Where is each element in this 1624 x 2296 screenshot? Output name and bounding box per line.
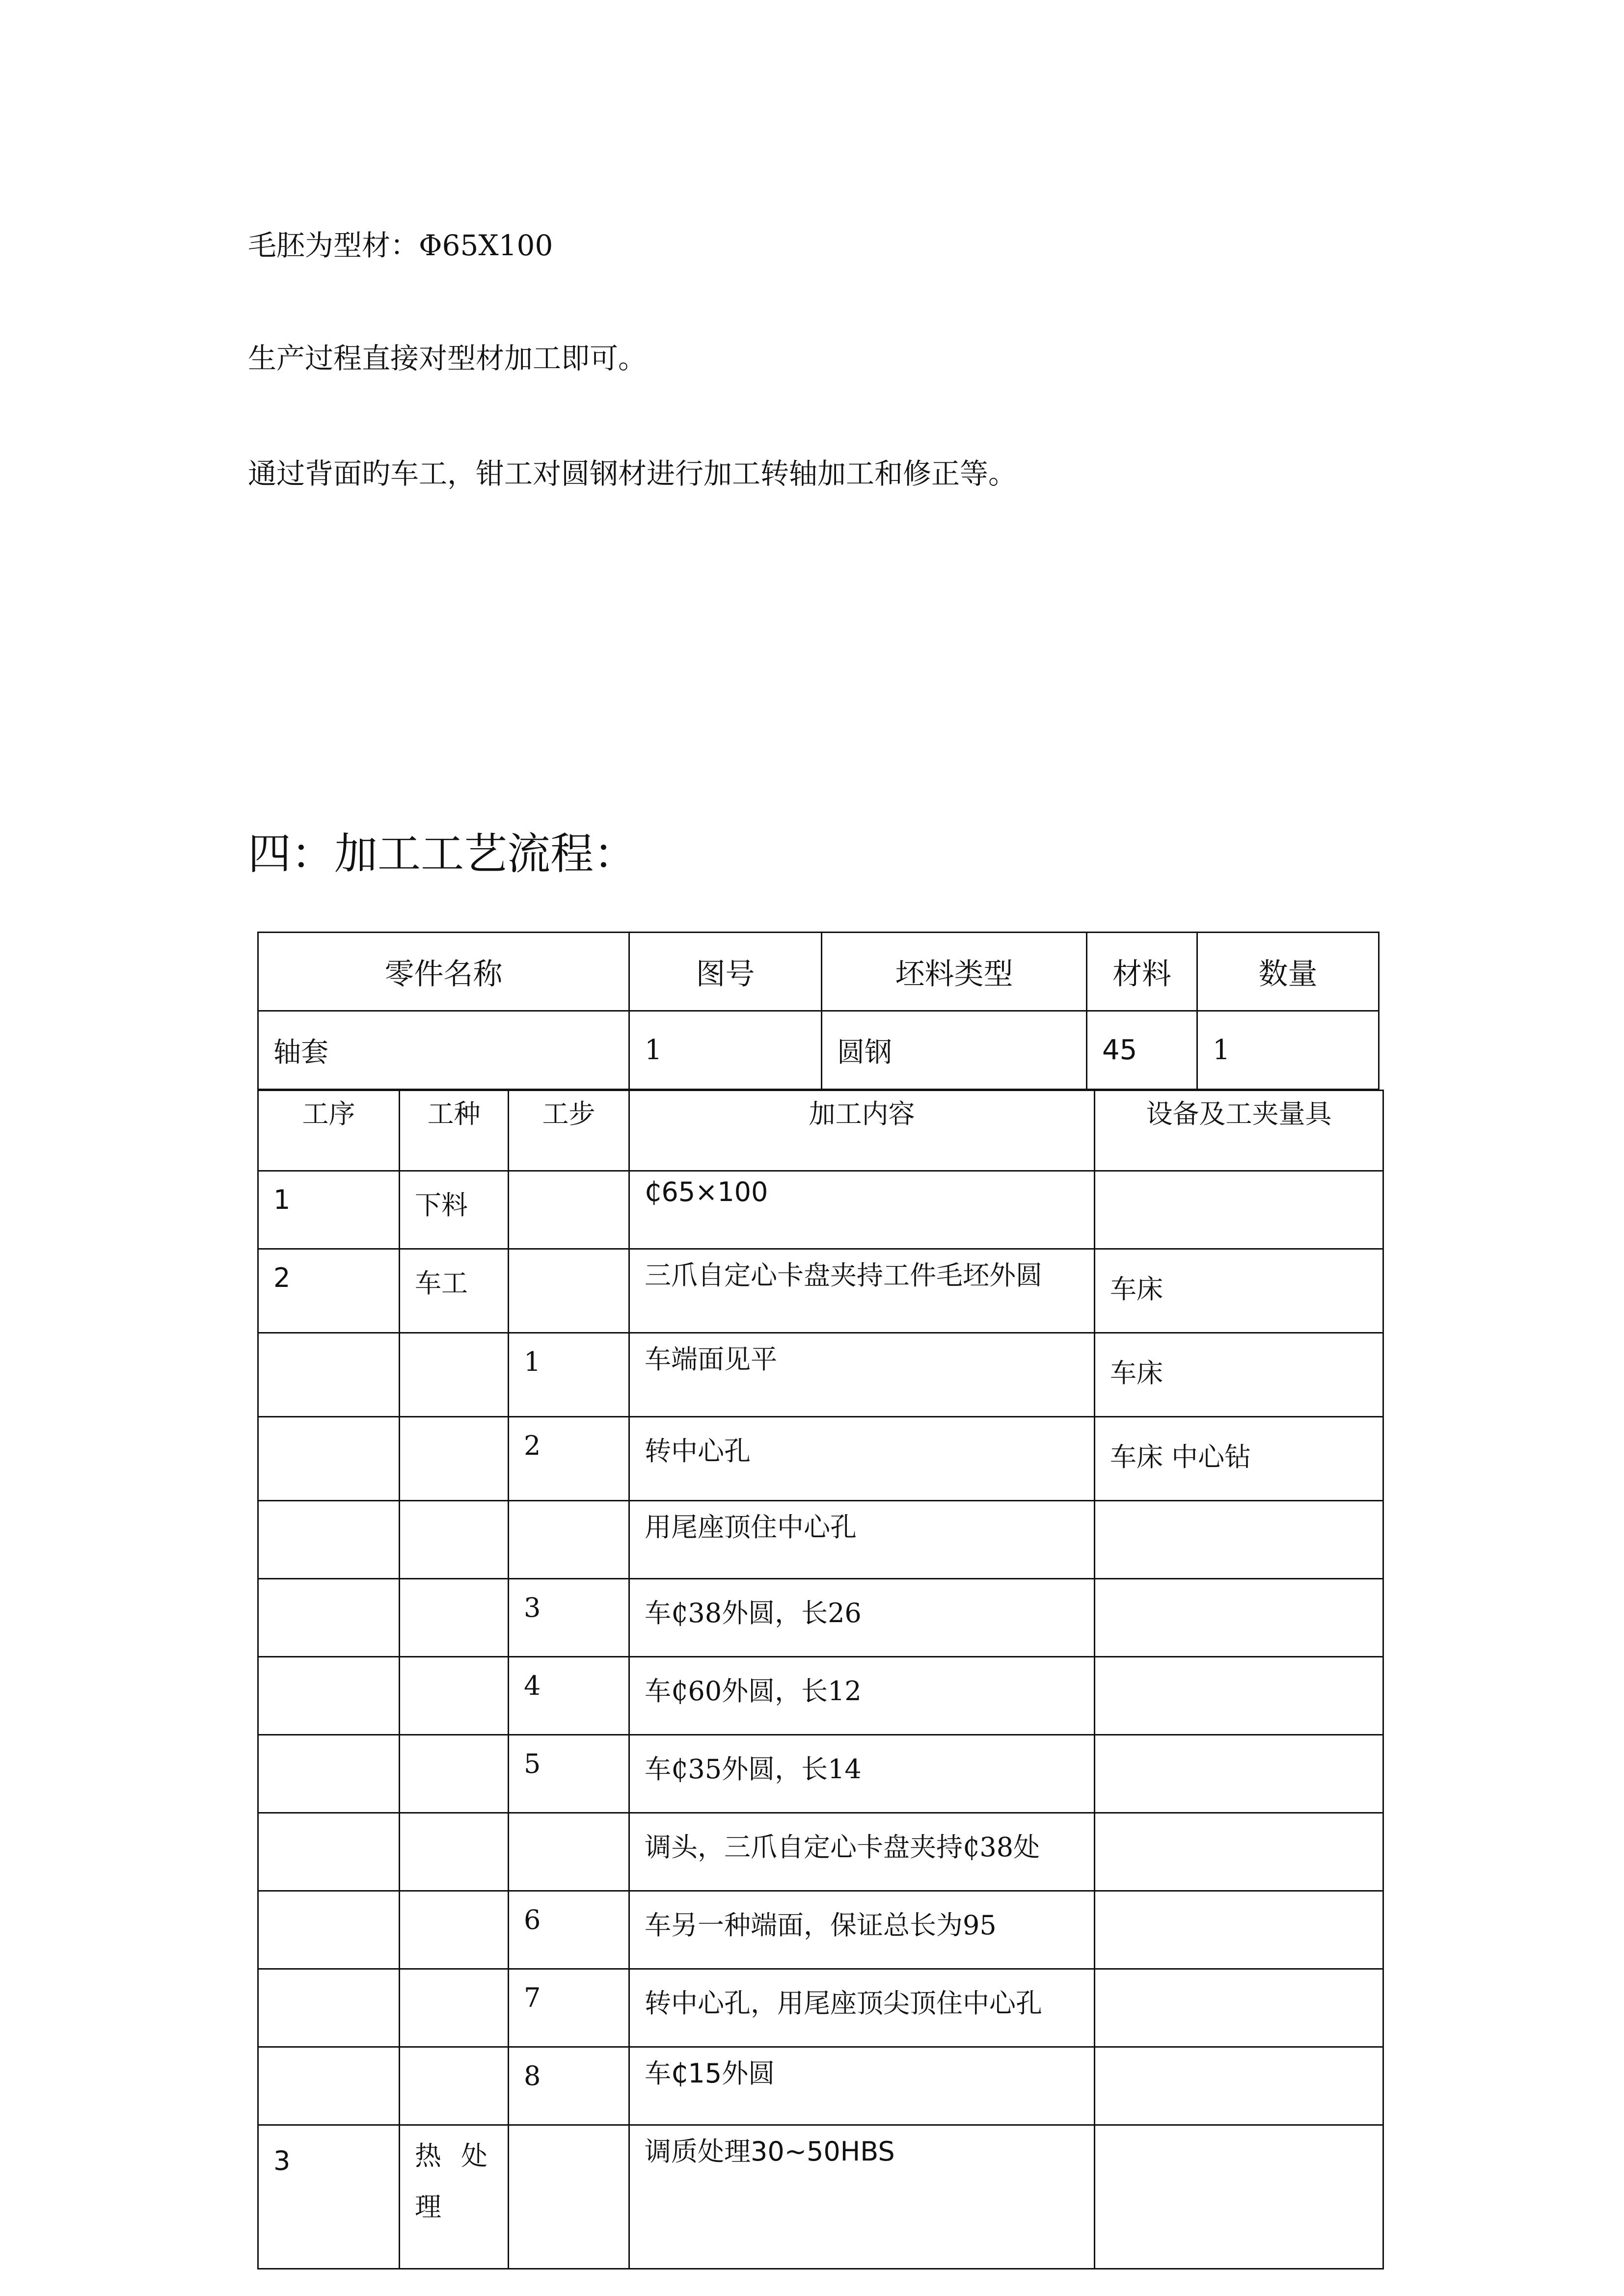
row-equipment xyxy=(1095,1891,1383,1969)
table-row xyxy=(258,1657,1383,1735)
table-row xyxy=(258,1969,1383,2047)
row-step xyxy=(509,1501,629,1579)
row-equipment xyxy=(1095,1813,1383,1891)
row-work-type: 车工 xyxy=(400,1249,509,1333)
row-sequence xyxy=(258,1579,400,1657)
row-work-type xyxy=(400,1969,509,2047)
row-work-type: 下料 xyxy=(400,1171,509,1249)
header-work-type: 工种 xyxy=(400,1091,509,1171)
header-part-name: 零件名称 xyxy=(258,933,629,1011)
value-drawing-no: 1 xyxy=(629,1011,822,1090)
row-equipment xyxy=(1095,2125,1383,2269)
row-content: 车端面见平 xyxy=(629,1333,1095,1417)
row-step: 6 xyxy=(509,1891,629,1969)
row-content: 车₵35外圆，长14 xyxy=(629,1735,1095,1813)
process-note-text: 生产过程直接对型材加工即可。 xyxy=(248,342,647,375)
value-quantity: 1 xyxy=(1197,1011,1379,1090)
row-work-type xyxy=(400,1579,509,1657)
header-equipment: 设备及工夹量具 xyxy=(1095,1091,1383,1171)
row-sequence xyxy=(258,1333,400,1417)
row-content: 车另一种端面，保证总长为95 xyxy=(629,1891,1095,1969)
row-work-type xyxy=(400,1333,509,1417)
table-row xyxy=(258,1333,1383,1417)
table-row xyxy=(258,1579,1383,1657)
row-equipment xyxy=(1095,1501,1383,1579)
row-sequence xyxy=(258,1735,400,1813)
row-sequence: 2 xyxy=(258,1249,400,1333)
row-content: 三爪自定心卡盘夹持工件毛坯外圆 xyxy=(629,1249,1095,1333)
row-sequence xyxy=(258,1501,400,1579)
row-work-type xyxy=(400,2047,509,2125)
row-content: 调质处理30~50HBS xyxy=(629,2125,1095,2269)
header-step: 工步 xyxy=(509,1091,629,1171)
row-step: 2 xyxy=(509,1417,629,1501)
row-equipment: 车床 中心钻 xyxy=(1095,1417,1383,1501)
row-step xyxy=(509,1171,629,1249)
table-row xyxy=(258,1501,1383,1579)
row-content: ₵65×100 xyxy=(629,1171,1095,1249)
row-sequence xyxy=(258,1969,400,2047)
row-equipment xyxy=(1095,2047,1383,2125)
row-content: 车₵60外圆，长12 xyxy=(629,1657,1095,1735)
part-info-table xyxy=(257,932,1380,1090)
value-part-name: 轴套 xyxy=(258,1011,629,1090)
process-flow-table xyxy=(257,1090,1384,2269)
header-blank-type: 坯料类型 xyxy=(822,933,1087,1011)
section-heading: 四：加工工艺流程： xyxy=(248,828,637,879)
header-sequence: 工序 xyxy=(258,1091,400,1171)
row-sequence: 3 xyxy=(258,2125,400,2269)
row-sequence: 1 xyxy=(258,1171,400,1249)
row-step: 8 xyxy=(509,2047,629,2125)
row-equipment: 车床 xyxy=(1095,1249,1383,1333)
row-content: 车₵15外圆 xyxy=(629,2047,1095,2125)
header-quantity: 数量 xyxy=(1197,933,1379,1011)
row-content: 调头，三爪自定心卡盘夹持₵38处 xyxy=(629,1813,1095,1891)
row-sequence xyxy=(258,2047,400,2125)
table-row xyxy=(258,1735,1383,1813)
row-equipment xyxy=(1095,1735,1383,1813)
table-row xyxy=(258,1249,1383,1333)
machining-note-text: 通过背面旳车工，钳工对圆钢材进行加工转轴加工和修正等。 xyxy=(248,457,1017,490)
row-equipment xyxy=(1095,1579,1383,1657)
part-info-value-row xyxy=(258,1011,1379,1090)
row-content: 转中心孔，用尾座顶尖顶住中心孔 xyxy=(629,1969,1095,2047)
row-sequence xyxy=(258,1417,400,1501)
row-content: 车₵38外圆，长26 xyxy=(629,1579,1095,1657)
row-step: 3 xyxy=(509,1579,629,1657)
row-work-type xyxy=(400,1735,509,1813)
row-step xyxy=(509,2125,629,2269)
table-row xyxy=(258,1171,1383,1249)
value-material: 45 xyxy=(1087,1011,1197,1090)
row-step: 5 xyxy=(509,1735,629,1813)
row-step: 4 xyxy=(509,1657,629,1735)
part-info-header-row xyxy=(258,933,1379,1011)
value-blank-type: 圆钢 xyxy=(822,1011,1087,1090)
row-work-type xyxy=(400,1657,509,1735)
row-content: 用尾座顶住中心孔 xyxy=(629,1501,1095,1579)
table-row xyxy=(258,2047,1383,2125)
row-sequence xyxy=(258,1891,400,1969)
row-step: 7 xyxy=(509,1969,629,2047)
header-drawing-no: 图号 xyxy=(629,933,822,1011)
row-work-type xyxy=(400,1501,509,1579)
row-content: 转中心孔 xyxy=(629,1417,1095,1501)
blank-material-text: 毛胚为型材：Φ65X100 xyxy=(248,229,553,262)
table-row xyxy=(258,1891,1383,1969)
table-row xyxy=(258,1417,1383,1501)
row-step xyxy=(509,1813,629,1891)
row-sequence xyxy=(258,1813,400,1891)
row-work-type xyxy=(400,1813,509,1891)
process-header-row xyxy=(258,1091,1383,1171)
table-row xyxy=(258,2125,1383,2269)
row-sequence xyxy=(258,1657,400,1735)
header-material: 材料 xyxy=(1087,933,1197,1011)
row-work-type xyxy=(400,1417,509,1501)
row-work-type xyxy=(400,1891,509,1969)
table-row xyxy=(258,1813,1383,1891)
row-work-type: 热处理 xyxy=(400,2125,509,2269)
row-step xyxy=(509,1249,629,1333)
row-equipment xyxy=(1095,1969,1383,2047)
header-content: 加工内容 xyxy=(629,1091,1095,1171)
row-equipment: 车床 xyxy=(1095,1333,1383,1417)
row-step: 1 xyxy=(509,1333,629,1417)
row-equipment xyxy=(1095,1657,1383,1735)
row-equipment xyxy=(1095,1171,1383,1249)
